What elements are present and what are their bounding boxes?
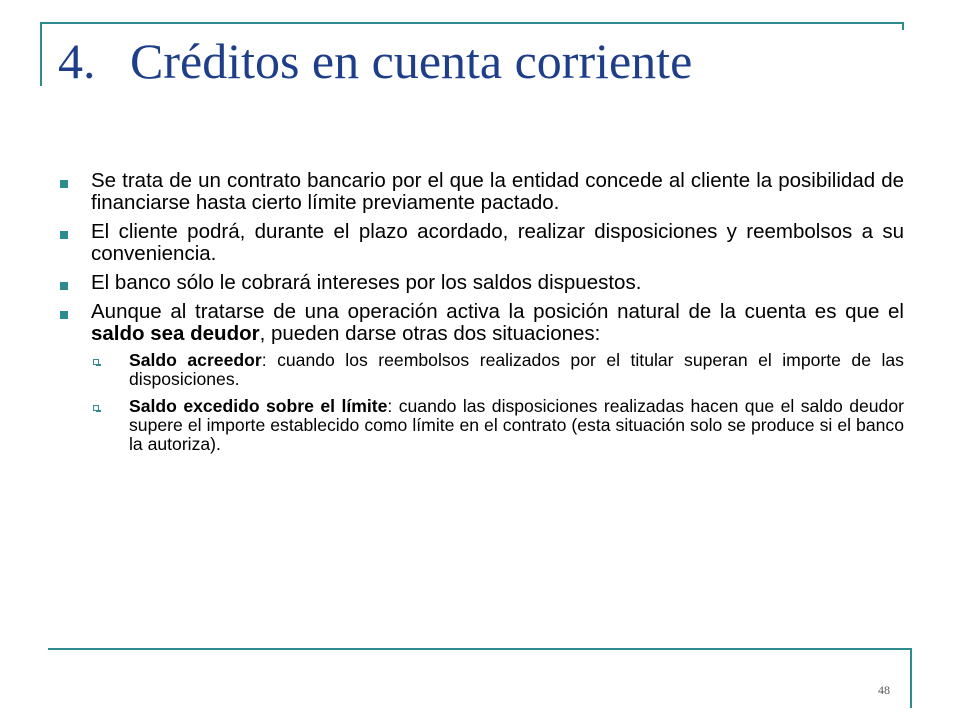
bullet-item: [60, 272, 904, 294]
bullet-item: [60, 221, 904, 265]
bullet-text: Se trata de un contrato bancario por el que la entidad concede al cliente la posibilidad de financiarse hasta cierto límite previamente pactado.: [91, 169, 904, 214]
sub-item-term: Saldo acreedor: [129, 350, 262, 370]
sub-list: [91, 351, 904, 454]
footer-vertical-line: [910, 648, 912, 708]
sub-item: [91, 397, 904, 454]
page-number: 48: [878, 683, 890, 697]
frame-right-tick: [902, 22, 904, 30]
square-bullet-icon: [60, 282, 68, 290]
frame-left-line: [40, 22, 42, 86]
sub-item-description: : cuando los reembolsos realizados por el titular superan el importe de las disposiciones.: [129, 350, 904, 389]
slide-title: [58, 33, 693, 89]
hollow-square-bullet-icon: [93, 405, 99, 411]
footer-line: [48, 648, 912, 650]
hollow-square-bullet-icon: [93, 359, 99, 365]
bullet-item: [60, 170, 904, 214]
bullet-text: El cliente podrá, durante el plazo acordado, realizar disposiciones y reembolsos a su conveniencia.: [91, 220, 904, 265]
frame-top-line: [40, 22, 904, 24]
sub-item-text: [129, 351, 904, 389]
slide-content: [60, 170, 904, 462]
square-bullet-icon: [60, 311, 68, 319]
sub-item-description: : cuando las disposiciones realizadas hacen que el saldo deudor supere el importe establecido como límite en el contrato (esta situación solo se produce si el banco la autoriza).: [129, 396, 904, 454]
square-bullet-icon: [60, 180, 68, 188]
bullet-text-part: Aunque al tratarse de una operación activa la posición natural de la cuenta es que el: [91, 300, 904, 323]
sub-item: [91, 351, 904, 389]
sub-item-text: [129, 397, 904, 454]
title-text: Créditos en cuenta corriente: [130, 33, 693, 89]
bullet-bold-term: saldo sea deudor: [91, 322, 260, 345]
title-number: 4.: [58, 33, 96, 89]
square-bullet-icon: [60, 231, 68, 239]
sub-item-term: Saldo excedido sobre el límite: [129, 396, 388, 416]
bullet-text: El banco sólo le cobrará intereses por los saldos dispuestos.: [91, 271, 642, 294]
bullet-item: [60, 301, 904, 454]
bullet-text-part: , pueden darse otras dos situaciones:: [259, 322, 601, 345]
bullet-text: [91, 301, 904, 345]
